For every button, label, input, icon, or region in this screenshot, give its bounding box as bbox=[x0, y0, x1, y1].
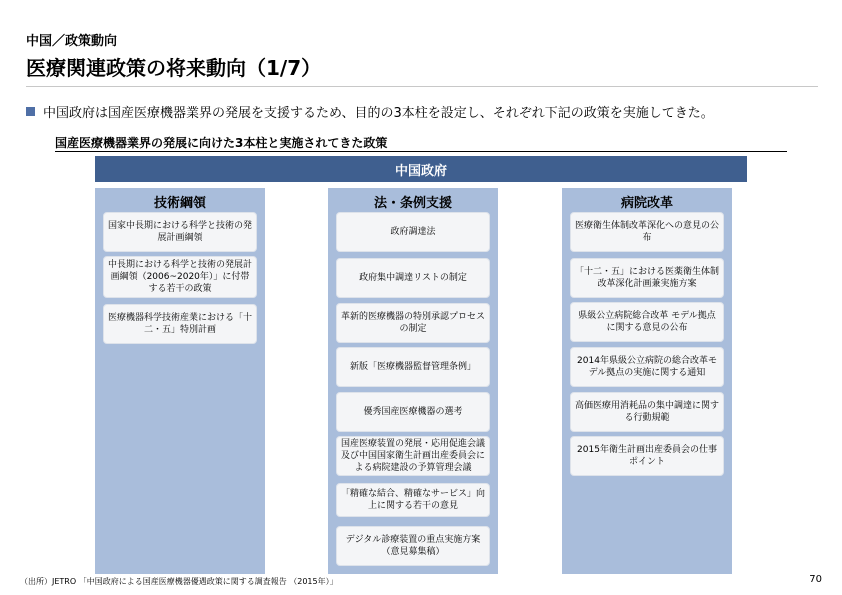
policy-item: 医療衛生体制改革深化への意見の公布 bbox=[570, 212, 724, 252]
diagram-subtitle: 国産医療機器業界の発展に向けた3本柱と実施されてきた政策 bbox=[55, 136, 388, 150]
policy-item: 「精確な結合、精確なサービス」向上に関する若干の意見 bbox=[336, 483, 490, 517]
title-divider bbox=[26, 86, 818, 87]
policy-item: 中長期における科学と技術の発展計画綱領（2006~2020年）」に付帯する若干の政策 bbox=[103, 256, 257, 298]
policy-item: 政府集中調達リストの制定 bbox=[336, 258, 490, 298]
policy-item: 新版「医療機器監督管理条例」 bbox=[336, 347, 490, 387]
policy-item: 2015年衛生計画出産委員会の仕事ポイント bbox=[570, 436, 724, 476]
pillar-technology bbox=[95, 188, 265, 574]
policy-item: 高価医療用消耗品の集中調達に関する行動規範 bbox=[570, 392, 724, 432]
pillar-heading: 技術綱領 bbox=[153, 196, 206, 211]
policy-item: 県級公立病院総合改革 モデル拠点に関する意見の公布 bbox=[570, 302, 724, 342]
pillar-heading: 病院改革 bbox=[620, 196, 673, 211]
page-title: 医療関連政策の将来動向（1/7） bbox=[26, 56, 322, 80]
policy-item: 2014年県級公立病院の総合改革モデル拠点の実施に関する通知 bbox=[570, 347, 724, 387]
pillar-heading: 法・条例支援 bbox=[373, 196, 452, 211]
pillar-hospital-reform bbox=[562, 188, 732, 574]
policy-item: 国家中長期における科学と技術の発展計画綱領 bbox=[103, 212, 257, 252]
section-label: 中国／政策動向 bbox=[26, 34, 118, 49]
summary-text: 中国政府は国産医療機器業界の発展を支援するため、目的の3本柱を設定し、それぞれ下記の政策を実施してきた。 bbox=[43, 106, 714, 121]
pillar-law-support bbox=[328, 188, 498, 574]
subtitle-underline bbox=[55, 151, 787, 152]
summary-bullet bbox=[26, 102, 714, 121]
policy-item: 国産医療装置の発展・応用促進会議及び中国国家衛生計画出産委員会による病院建設の予算管理会議 bbox=[336, 436, 490, 476]
policy-item: 優秀国産医療機器の選考 bbox=[336, 392, 490, 432]
square-bullet-icon bbox=[26, 107, 35, 116]
policy-item: 医療機器科学技術産業における「十二・五」特別計画 bbox=[103, 304, 257, 344]
policy-item: 革新的医療機器の特別承認プロセスの制定 bbox=[336, 303, 490, 343]
page-number: 70 bbox=[809, 574, 822, 585]
footer-source: （出所）JETRO 「中国政府による国産医療機器優遇政策に関する調査報告 （2015年）」 bbox=[20, 577, 338, 586]
policy-item: 「十二・五」における医薬衛生体制改革深化計画兼実施方案 bbox=[570, 258, 724, 298]
policy-item: デジタル診療装置の重点実施方案（意見募集稿） bbox=[336, 526, 490, 566]
policy-item: 政府調達法 bbox=[336, 212, 490, 252]
government-bar: 中国政府 bbox=[95, 156, 747, 182]
